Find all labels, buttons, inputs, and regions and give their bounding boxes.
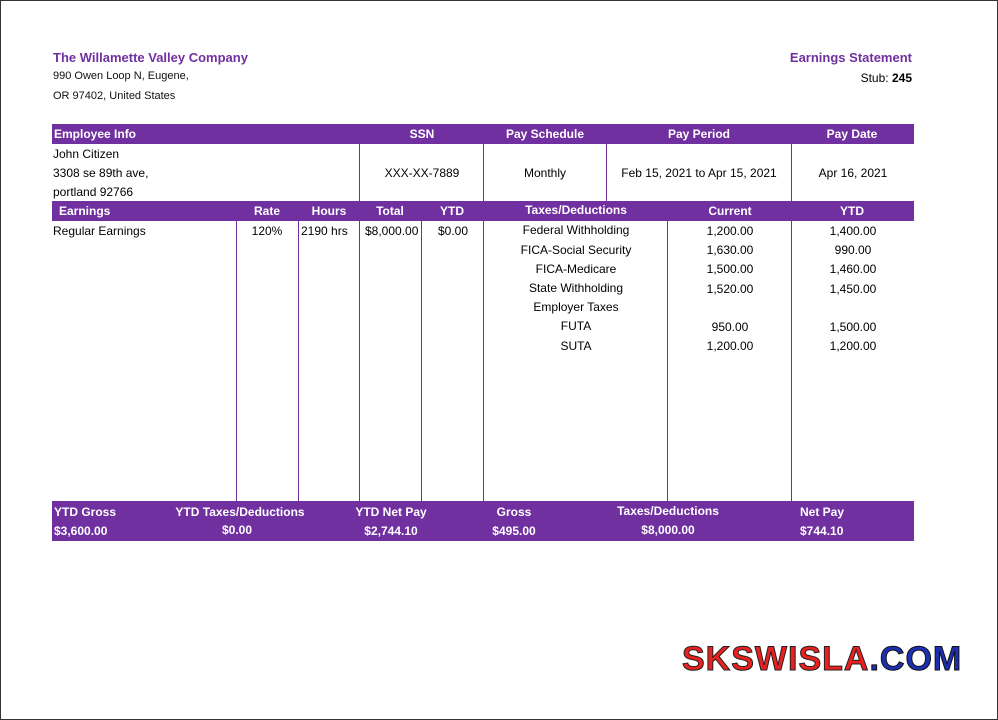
net-pay-label: Net Pay — [800, 505, 845, 519]
header-pay-date: Pay Date — [826, 127, 878, 141]
header-employee-info: Employee Info — [54, 127, 137, 141]
deduction-ytd: 1,400.00 — [829, 224, 877, 238]
header-pay-period: Pay Period — [667, 127, 731, 141]
deduction-name: State Withholding — [528, 281, 624, 295]
divider — [298, 221, 299, 501]
deduction-current: 1,200.00 — [706, 339, 754, 353]
header-taxes-deductions: Taxes/Deductions — [525, 203, 627, 217]
employee-pay-date: Apr 16, 2021 — [818, 166, 888, 180]
header-ytd: YTD — [440, 204, 464, 218]
employee-address-line2: portland 92766 — [53, 185, 134, 199]
deduction-ytd: 1,460.00 — [829, 262, 877, 276]
header-pay-schedule: Pay Schedule — [505, 127, 585, 141]
deduction-current: 1,520.00 — [706, 282, 754, 296]
deduction-ytd: 1,500.00 — [829, 320, 877, 334]
deduction-name: FUTA — [560, 319, 592, 333]
employee-ssn: XXX-XX-7889 — [384, 166, 460, 180]
divider — [236, 221, 237, 501]
earning-name: Regular Earnings — [53, 224, 146, 238]
employee-pay-period: Feb 15, 2021 to Apr 15, 2021 — [621, 166, 777, 180]
company-address-line1: 990 Owen Loop N, Eugene, — [53, 70, 189, 82]
ytd-gross-label: YTD Gross — [54, 505, 117, 519]
stub-label: Stub: — [860, 71, 889, 85]
divider — [791, 221, 792, 501]
employee-pay-schedule: Monthly — [523, 166, 567, 180]
stub-info — [861, 71, 912, 85]
earning-hours: 2190 hrs — [301, 224, 348, 238]
gross-value: $495.00 — [492, 524, 536, 538]
deduction-name: FICA-Medicare — [535, 262, 617, 276]
employee-header-band — [52, 124, 914, 144]
stub-number: 245 — [891, 71, 912, 85]
totals-band — [52, 501, 914, 541]
employee-name: John Citizen — [53, 147, 120, 161]
earning-total: $8,000.00 — [365, 224, 419, 238]
statement-title: Earnings Statement — [789, 50, 912, 65]
ytd-taxes-value: $0.00 — [221, 523, 253, 537]
earning-rate: 120% — [251, 224, 283, 238]
deduction-ytd: 990.00 — [834, 243, 872, 257]
deduction-ytd: 1,450.00 — [829, 282, 877, 296]
deduction-ytd: 1,200.00 — [829, 339, 877, 353]
header-ytd-deductions: YTD — [840, 204, 864, 218]
gross-label: Gross — [496, 505, 532, 519]
header-hours: Hours — [311, 204, 347, 218]
header-total: Total — [376, 204, 404, 218]
ytd-net-label: YTD Net Pay — [355, 505, 427, 519]
divider — [483, 221, 484, 501]
watermark-part1: SKSWISLA — [682, 640, 870, 678]
ytd-gross-value: $3,600.00 — [54, 524, 108, 538]
divider — [421, 221, 422, 501]
ytd-taxes-label: YTD Taxes/Deductions — [175, 505, 305, 519]
ytd-net-value: $2,744.10 — [364, 524, 418, 538]
header-current: Current — [708, 204, 752, 218]
divider — [791, 144, 792, 201]
divider — [667, 221, 668, 501]
watermark-part2: .COM — [869, 640, 963, 678]
deduction-current: 950.00 — [711, 320, 749, 334]
company-address-line2: OR 97402, United States — [53, 90, 176, 102]
net-pay-value: $744.10 — [800, 524, 844, 538]
divider — [606, 144, 607, 201]
company-name: The Willamette Valley Company — [53, 50, 248, 65]
taxes-label: Taxes/Deductions — [617, 504, 719, 518]
divider — [359, 144, 360, 201]
header-ssn: SSN — [409, 127, 435, 141]
deduction-current: 1,200.00 — [706, 224, 754, 238]
deduction-name: Employer Taxes — [533, 300, 619, 314]
employee-address-line1: 3308 se 89th ave, — [53, 166, 149, 180]
taxes-value: $8,000.00 — [641, 523, 695, 537]
deduction-name: Federal Withholding — [522, 223, 630, 237]
deduction-current: 1,630.00 — [706, 243, 754, 257]
deduction-name: FICA-Social Security — [520, 243, 632, 257]
deduction-name: SUTA — [560, 339, 592, 353]
earning-ytd: $0.00 — [437, 224, 469, 238]
deduction-current: 1,500.00 — [706, 262, 754, 276]
divider — [359, 221, 360, 501]
divider — [483, 144, 484, 201]
earnings-header-band — [52, 201, 914, 221]
header-earnings: Earnings — [59, 204, 111, 218]
watermark-logo — [682, 640, 962, 679]
header-rate: Rate — [253, 204, 281, 218]
